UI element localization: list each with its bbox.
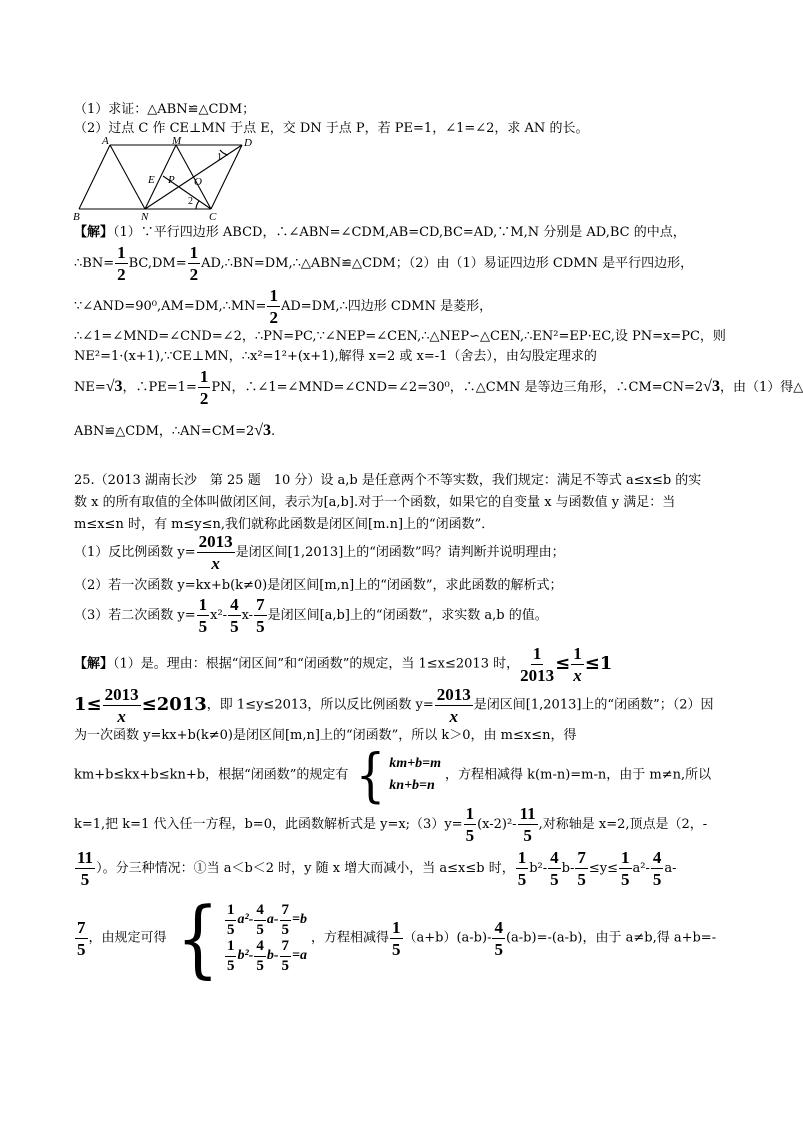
fraction: $\frac{1}{5}$: [198, 595, 208, 636]
p25-sol-line-7: $\frac{7}{5}$ ，由规定可得 { 1 5 a²- 4 5 a- $\frac{7}{5}$ =b 1 5 b²- 4 5 b- $\frac{7}{5}$ =a ，方程相减得 $\frac{1}{5}$ （a+b）(a-b)- $\frac{4}{5}$ (a-b)=-(a-b)，由于 a≠b,得 a+b=-: [77, 889, 717, 987]
label-C: C: [209, 211, 217, 223]
p25-header-1: 25.（2013 湖南长沙 第 25 题 10 分）设 a,b 是任意两个不等实数，我们规定：满足不等式 a≤x≤b 的实: [74, 473, 702, 488]
fraction-half: $\frac{1}{2}$: [199, 367, 209, 408]
fraction: $\frac{7}{5}$: [281, 901, 289, 938]
fraction: 4 5: [256, 901, 264, 938]
p25-sol-line-6: $\frac{11}{5}$ ）。分三种情况：①当 a＜b＜2 时，y 随 x 增大而减小，当 a≤x≤b 时， $\frac{1}{5}$ b²- $\frac{4}{5}$ b- $\frac{7}{5}$ ≤y≤ $\frac{1}{5}$ a²- $\frac{4}{5}$ a-: [77, 848, 677, 889]
p25-sol-line-2: 1≤ $\frac{2013}{x}$ ≤2013，即 1≤y≤2013，所以反比例函数 y= $\frac{2013}{x}$ 是闭区间[1,2013]上的“闭函数”；（2）因: [74, 684, 714, 726]
fraction-2013-over-x: $\frac{2013}{x}$: [198, 532, 233, 573]
fraction: 1 5: [226, 901, 235, 938]
p25-question-3: （3）若二次函数 y= $\frac{1}{5}$ x²- $\frac{4}{5}$ x- $\frac{7}{5}$ 是闭区间[a,b]上的“闭函数”，求实数 a,b 的值。: [74, 595, 548, 636]
p25-header-2: 数 x 的所有取值的全体叫做闭区间，表示为[a,b].对于一个函数，如果它的自变量 x 与函数值 y 满足：当: [74, 495, 676, 510]
p24-question-1: （1）求证：△ABN≌△CDM；: [74, 102, 256, 117]
fraction: 4 5: [256, 937, 264, 974]
p25-sol-line-1: 【解】（1）是。理由：根据“闭区间”和“闭函数”的规定，当 1≤x≤2013 时， $\frac{1}{2013}$ ≤ $\frac{1}{x}$ ≤1: [74, 643, 613, 685]
p25-question-1: （1）反比例函数 y= $\frac{2013}{x}$ 是闭区间[1,2013]上的“闭函数”吗？请判断并说明理由；: [74, 532, 565, 573]
p24-sol-line-2: ∴BN= $\frac{1}{2}$ BC,DM= $\frac{1}{2}$ AD,∴BN=DM,∴△ABN≌△CDM；（2）由（1）易证四边形 CDMN 是平行四边形，: [74, 243, 694, 284]
label-A: A: [102, 135, 109, 147]
fraction: $\frac{1}{5}$: [517, 848, 527, 889]
label-B: B: [73, 211, 80, 223]
fraction: $\frac{7}{5}$: [281, 937, 289, 974]
p25-sol-line-5: k=1,把 k=1 代入任一方程，b=0，此函数解析式是 y=x;（3）y= $\frac{1}{5}$ (x-2)²- $\frac{11}{5}$ ,对称轴是 x=2,顶点是（2，-: [74, 804, 708, 845]
fraction: $\frac{4}{5}$: [494, 917, 503, 959]
p25-question-2: （2）若一次函数 y=kx+b(k≠0)是闭区间[m,n]上的“闭函数”，求此函数的解析式；: [74, 578, 563, 593]
equation-system-ab: { 1 5 a²- 4 5 a- $\frac{7}{5}$ =b 1 5 b²- 4 5 b- $\frac{7}{5}$ =a: [175, 889, 307, 987]
fraction: $\frac{1}{x}$: [573, 643, 582, 685]
parallelogram-figure: [70, 136, 260, 222]
p25-header-3: m≤x≤n 时，有 m≤y≤n,我们就称此函数是闭区间[m.n]上的“闭函数”．: [74, 517, 495, 532]
fraction: $\frac{4}{5}$: [652, 848, 662, 889]
label-P: P: [168, 174, 175, 186]
fraction: $\frac{1}{2013}$: [520, 643, 555, 685]
label-M: M: [172, 135, 182, 147]
label-D: D: [244, 137, 252, 149]
fraction: $\frac{4}{5}$: [550, 848, 559, 889]
fraction: $\frac{7}{5}$: [77, 917, 86, 959]
label-angle-1: 1: [217, 152, 222, 163]
equation-system-km-kn: { km+b=m kn+b=n: [356, 741, 442, 809]
segment-AN: [110, 145, 145, 209]
p24-sol-line-1: 【解】（1）∵平行四边形 ABCD，∴∠ABN=∠CDM,AB=CD,BC=AD,∵M,N 分别是 AD,BC 的中点，: [74, 225, 686, 240]
fraction-half: $\frac{1}{2}$: [117, 243, 126, 284]
fraction: 1 5: [226, 937, 235, 974]
p24-sol-line-7: ABN≌△CDM，∴AN=CM=2√3.: [74, 422, 276, 439]
p24-sol-line-3: ∵∠AND=90⁰,AM=DM,∴MN= $\frac{1}{2}$ AD=DM,∴四边形 CDMN 是菱形，: [74, 286, 493, 327]
p24-question-2: （2）过点 C 作 CE⊥MN 于点 E，交 DN 于点 P，若 PE=1，∠1=∠2，求 AN 的长。: [74, 121, 589, 136]
p24-sol-line-4: ∴∠1=∠MND=∠CND=∠2，∴PN=PC,∵∠NEP=∠CEN,∴△NEP∽△CEN,∴EN²=EP·EC,设 PN=x=PC，则: [74, 329, 726, 344]
fraction-half: $\frac{1}{2}$: [269, 286, 278, 327]
fraction: $\frac{1}{5}$: [465, 804, 475, 845]
fraction: $\frac{1}{5}$: [392, 917, 401, 959]
label-O: O: [194, 176, 202, 188]
p24-sol-line-6: NE=√3，∴PE=1= $\frac{1}{2}$ PN，∴∠1=∠MND=∠CND=∠2=30⁰，∴△CMN 是等边三角形，∴CM=CN=2√3，由（1）得△: [74, 367, 803, 408]
fraction: $\frac{7}{5}$: [256, 595, 265, 636]
angle-2-arc: [196, 201, 199, 209]
fraction: $\frac{4}{5}$: [230, 595, 239, 636]
fraction: $\frac{2013}{x}$: [104, 684, 139, 726]
fraction: $\frac{2013}{x}$: [436, 684, 471, 726]
label-angle-2: 2: [188, 196, 193, 207]
fraction: $\frac{11}{5}$: [519, 804, 536, 845]
label-E: E: [148, 174, 155, 186]
p25-sol-line-3: 为一次函数 y=kx+b(k≠0)是闭区间[m,n]上的“闭函数”，所以 k＞0，由 m≤x≤n，得: [74, 728, 577, 743]
sqrt-3: √3: [703, 378, 720, 395]
solution-tag: 【解】: [74, 656, 114, 672]
label-N: N: [141, 211, 149, 223]
fraction: $\frac{1}{5}$: [621, 848, 630, 889]
fraction: $\frac{7}{5}$: [577, 848, 586, 889]
p24-sol-line-5: NE²=1·(x+1),∵CE⊥MN，∴x²=1²+(x+1),解得 x=2 或 x=-1（舍去），由勾股定理求的: [74, 349, 597, 364]
fraction: $\frac{11}{5}$: [77, 848, 94, 889]
solution-tag: 【解】: [74, 225, 114, 240]
p25-sol-line-4: km+b≤kx+b≤kn+b，根据“闭函数”的规定有 { km+b=m kn+b=n ，方程相减得 k(m-n)=m-n，由于 m≠n,所以: [74, 741, 712, 809]
sqrt-3: √3: [105, 378, 123, 395]
fraction-half: $\frac{1}{2}$: [189, 243, 199, 284]
side-AB: [79, 145, 110, 209]
sqrt-3: √3: [254, 422, 272, 439]
